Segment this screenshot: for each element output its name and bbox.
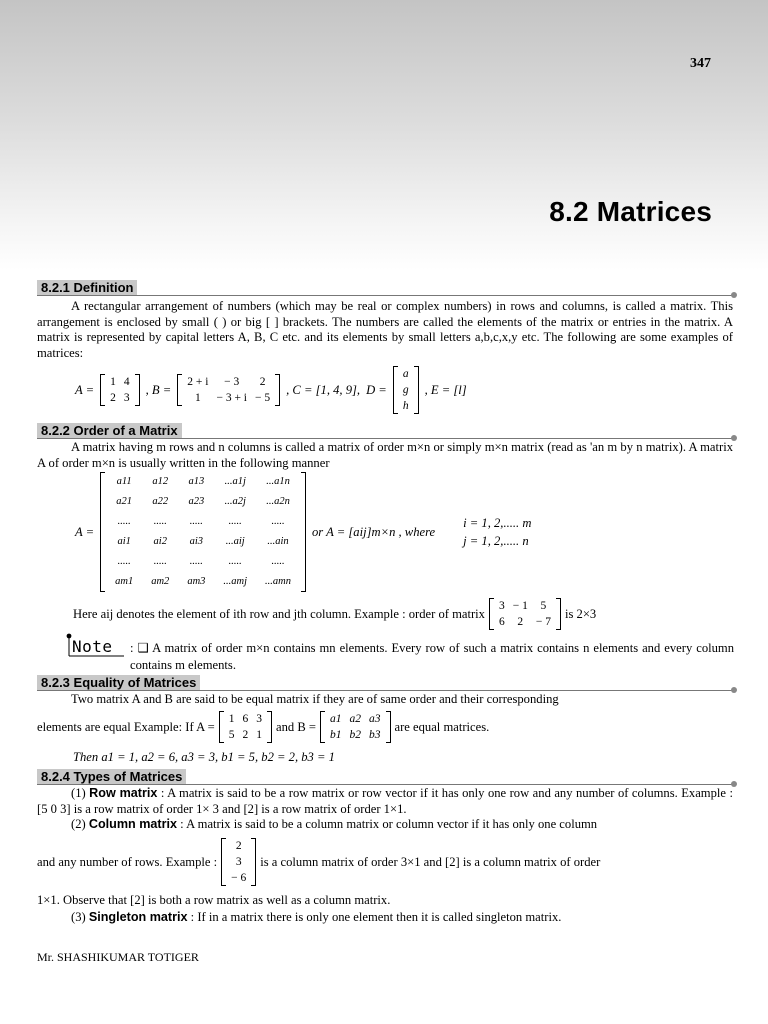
matrix-cell: a21	[116, 496, 133, 507]
column-example-line: and any number of rows. Example : 2 3 − 6 is a column matrix of order 3×1 and [2] is a column matrix of order	[37, 840, 601, 884]
matrix-cell: 1	[110, 376, 116, 388]
section-heading-order: 8.2.2 Order of a Matrix	[37, 423, 734, 439]
matrix-row	[399, 382, 413, 398]
matrix-cell: a11	[116, 476, 132, 487]
matrix-row	[106, 374, 134, 390]
matrix-row	[227, 854, 250, 870]
matrix-cell: a3	[369, 713, 381, 725]
equality-example-line: elements are equal Example: If A = 1 6 3 5 2 1 and B = a1 a2 a3 b1 b2 b3 are equal matrices.	[37, 713, 490, 741]
matrix-cell: .....	[271, 556, 285, 567]
matrix-row	[106, 512, 300, 532]
equality-paragraph: Two matrix A and B are said to be equal matrix if they are of same order and their corresponding	[71, 692, 559, 706]
general-matrix-block: A = a11 a12 a13 ...a1j ...a1n a21 a22 a23 ...a2j ...a2n ..... ..... ..... ..... ..... ai1 ai2 ai3 ...aij ...ain ..... ..... ..... ..... ..... am1 am2 am3 ...amj ...amn or A = [aij]m×n , where i = 1, 2,..... m j = 1, 2,..... n	[75, 472, 531, 592]
equality-matrix-B	[320, 711, 391, 743]
matrix-cell: 2 + i	[187, 376, 209, 388]
matrix-cell: g	[402, 384, 409, 396]
equality-matrix-A	[219, 711, 272, 743]
matrix-cell: ...aij	[225, 536, 245, 547]
order-example-line: Here aij denotes the element of ith row and jth column. Example : order of matrix 3 − 1 5 6 2 − 7 is 2×3	[73, 600, 597, 628]
chapter-title: 8.2 Matrices	[549, 196, 712, 227]
matrix-cell: 3	[256, 713, 263, 725]
matrix-cell: 2	[110, 392, 116, 404]
matrix-cell: .....	[153, 516, 167, 527]
matrix-cell: − 7	[535, 616, 551, 628]
section-heading-definition: 8.2.1 Definition	[37, 280, 734, 296]
matrix-row	[106, 572, 300, 592]
matrix-cell: ...ain	[267, 536, 289, 547]
matrix-row	[106, 492, 300, 512]
matrix-cell: h	[402, 400, 409, 412]
matrix-cell: 4	[123, 376, 130, 388]
matrix-cell: 1	[194, 392, 201, 404]
matrix-cell: 2	[259, 376, 266, 388]
matrix-cell: − 5	[255, 392, 271, 404]
matrix-cell: ai2	[153, 536, 167, 547]
matrix-cell: 5	[228, 729, 235, 741]
section-heading-equality: 8.2.3 Equality of Matrices	[37, 675, 734, 691]
matrix-row	[495, 614, 555, 630]
matrix-D-example	[393, 366, 419, 414]
matrix-cell: 1	[228, 713, 235, 725]
matrix-cell: ...a1n	[266, 476, 290, 487]
general-matrix	[100, 472, 306, 592]
matrix-cell: 6	[498, 616, 505, 628]
matrix-cell: b1	[330, 729, 342, 741]
matrix-row	[495, 598, 555, 614]
matrix-cell: b2	[349, 729, 361, 741]
matrix-cell: b3	[369, 729, 381, 741]
column-example-matrix	[221, 838, 256, 886]
matrix-row	[399, 366, 413, 382]
matrix-cell: 3	[235, 856, 242, 868]
matrix-cell: .....	[271, 516, 285, 527]
matrix-cell: a23	[188, 496, 205, 507]
page-number: 347	[690, 56, 711, 71]
row-matrix-paragraph: (1) Row matrix : A matrix is said to be a row matrix or row vector if it has only one row and any number of columns. Example : [5 0 3] is a row matrix of order 1× 3 and [2] is a row matrix of order 1×1.	[37, 786, 733, 816]
matrix-cell: 3	[498, 600, 505, 612]
note-text: : ❑ A matrix of order m×n contains mn elements. Every row of such a matrix contains n elements and every column contains m elements.	[130, 641, 734, 672]
matrix-row	[227, 838, 250, 854]
note-label: Note	[68, 637, 124, 659]
matrix-cell: ...amj	[223, 576, 248, 587]
order-paragraph: A matrix having m rows and n columns is called a matrix of order m×n or simply m×n matrix (read as 'an m by n matrix). A matrix A of order m×n is usually written in the following manner	[37, 440, 733, 470]
matrix-cell: 2	[242, 729, 249, 741]
matrix-row	[326, 711, 385, 727]
matrix-cell: .....	[228, 516, 242, 527]
matrix-cell: − 3	[224, 376, 240, 388]
matrix-row	[106, 532, 300, 552]
matrix-cell: a	[402, 368, 409, 380]
matrix-cell: .....	[117, 556, 131, 567]
matrix-cell: − 1	[512, 600, 528, 612]
matrix-row	[183, 374, 274, 390]
matrix-cell: 1	[256, 729, 263, 741]
matrix-cell: − 3 + i	[216, 392, 247, 404]
matrix-B-example	[177, 374, 280, 406]
matrix-cell: − 6	[231, 872, 247, 884]
matrix-cell: am1	[115, 576, 134, 587]
matrix-cell: ...a2j	[224, 496, 246, 507]
matrix-cell: .....	[117, 516, 131, 527]
matrix-cell: .....	[228, 556, 242, 567]
matrix-cell: ai3	[189, 536, 204, 547]
definition-paragraph: A rectangular arrangement of numbers (which may be real or complex numbers) in rows and columns, is called a matrix. This arrangement is enclosed by small ( ) or big [ ] brackets. The numbers are called the elements of the matrix or entries in the matrix. A matrix is represented by capital letters A, B, C etc. and its elements by small letters a,b,c,x,y etc. The following are some examples of matrices:	[37, 299, 733, 360]
matrix-cell: .....	[153, 556, 167, 567]
matrix-cell: ...amn	[265, 576, 291, 587]
matrix-cell: 3	[123, 392, 130, 404]
order-example-matrix	[489, 598, 561, 630]
matrix-cell: ai1	[117, 536, 131, 547]
column-observation: 1×1. Observe that [2] is both a row matrix as well as a column matrix.	[37, 893, 391, 907]
matrix-row	[227, 870, 250, 886]
matrix-cell: a22	[152, 496, 169, 507]
matrix-cell: a13	[188, 476, 205, 487]
matrix-cell: a2	[349, 713, 361, 725]
matrix-row	[106, 552, 300, 572]
matrix-row	[225, 727, 266, 743]
matrix-cell: am2	[151, 576, 170, 587]
footer-author: Mr. SHASHIKUMAR TOTIGER	[37, 950, 199, 964]
matrix-cell: 5	[540, 600, 547, 612]
matrix-row	[225, 711, 266, 727]
matrix-cell: 2	[517, 616, 524, 628]
matrix-cell: ...a2n	[266, 496, 290, 507]
matrix-cell: 2	[235, 840, 242, 852]
section-heading-types: 8.2.4 Types of Matrices	[37, 769, 734, 785]
matrix-examples: A = 1 4 2 3 , B = 2 + i − 3 2 1 − 3 + i − 5 , C = [1, 4, 9], D = a g h , E = [l]	[75, 368, 467, 412]
column-matrix-paragraph: (2) Column matrix : A matrix is said to be a column matrix or column vector if it has only one column	[71, 817, 598, 831]
matrix-cell: a1	[330, 713, 342, 725]
matrix-cell: .....	[189, 516, 203, 527]
matrix-A-example	[100, 374, 140, 406]
matrix-row	[106, 390, 134, 406]
matrix-cell: ...a1j	[224, 476, 246, 487]
matrix-row	[399, 398, 413, 414]
matrix-row	[106, 472, 300, 492]
matrix-row	[326, 727, 385, 743]
matrix-cell: am3	[187, 576, 206, 587]
equality-then-line: Then a1 = 1, a2 = 6, a3 = 3, b1 = 5, b2 = 2, b3 = 1	[73, 750, 335, 764]
matrix-cell: .....	[189, 556, 203, 567]
matrix-cell: 6	[242, 713, 249, 725]
matrix-row	[183, 390, 274, 406]
singleton-paragraph: (3) Singleton matrix : If in a matrix there is only one element then it is called singleton matrix.	[71, 910, 562, 924]
matrix-cell: a12	[152, 476, 169, 487]
